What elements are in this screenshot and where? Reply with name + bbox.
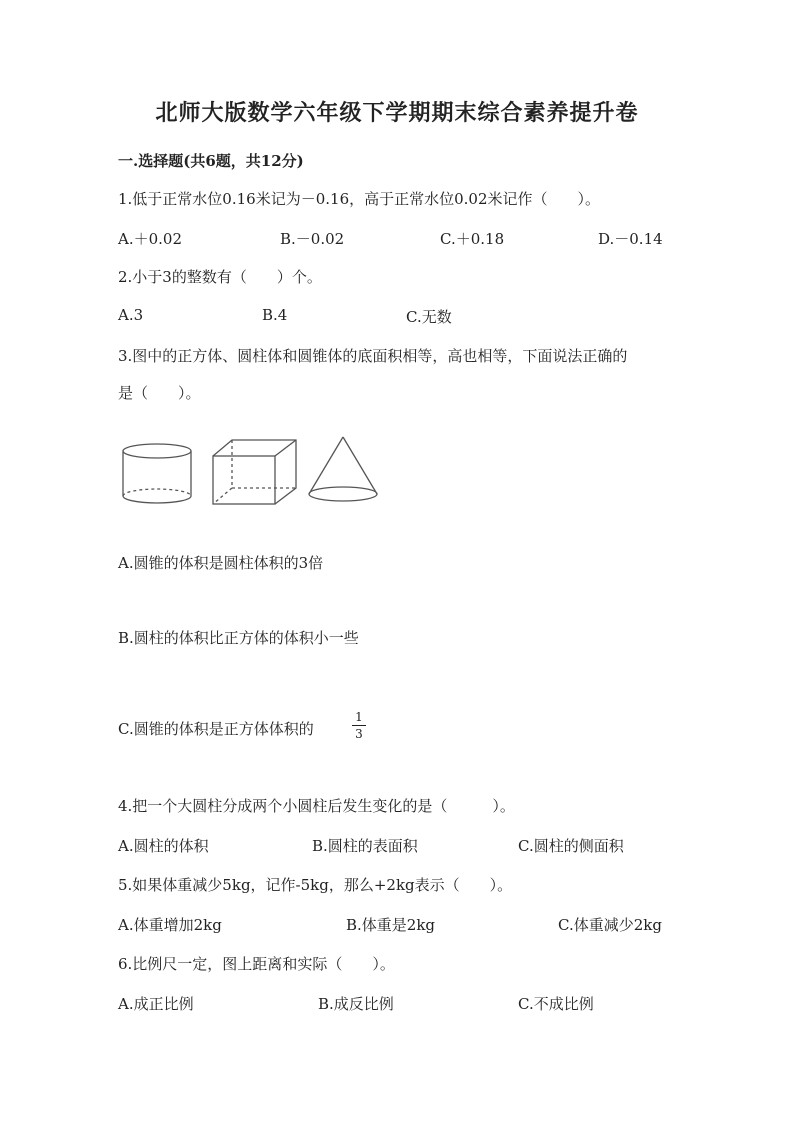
question-3-line1: 3.图中的正方体、圆柱体和圆锥体的底面积相等，高也相等，下面说法正确的 (118, 347, 628, 365)
q1-option-a: A.＋0.02 (118, 230, 182, 248)
question-5: 5.如果体重减少5kg，记作-5kg，那么+2kg表示（ ）。 (118, 876, 513, 894)
page-title: 北师大版数学六年级下学期期末综合素养提升卷 (155, 100, 639, 126)
question-4: 4.把一个大圆柱分成两个小圆柱后发生变化的是（ ）。 (118, 797, 515, 815)
q1-option-c: C.＋0.18 (440, 230, 505, 248)
q3-option-b: B.圆柱的体积比正方体的体积小一些 (118, 629, 359, 647)
q5-option-b: B.体重是2kg (346, 916, 436, 934)
q6-option-a: A.成正比例 (118, 995, 194, 1013)
solids-figure (118, 432, 388, 512)
fraction-one-third (352, 710, 366, 741)
q6-option-b: B.成反比例 (318, 995, 394, 1013)
q4-option-c: C.圆柱的侧面积 (518, 837, 624, 855)
q2-option-b: B.4 (262, 306, 288, 324)
q3-option-a: A.圆锥的体积是圆柱体积的3倍 (118, 554, 324, 572)
q5-option-c: C.体重减少2kg (558, 916, 662, 934)
q1-option-d: D.－0.14 (598, 230, 663, 248)
q3-option-c: C.圆锥的体积是正方体体积的 (118, 720, 314, 738)
fraction-numerator: 1 (355, 710, 363, 724)
question-1: 1.低于正常水位0.16米记为－0.16，高于正常水位0.02米记作（ ）。 (118, 190, 601, 208)
question-6: 6.比例尺一定，图上距离和实际（ ）。 (118, 955, 395, 973)
section-heading: 一.选择题(共6题，共12分) (118, 152, 304, 170)
fraction-bar (352, 725, 366, 726)
question-3-line2: 是（ ）。 (118, 384, 201, 402)
fraction-denominator: 3 (355, 727, 363, 741)
cylinder-shape (123, 444, 191, 503)
q4-option-b: B.圆柱的表面积 (312, 837, 418, 855)
cube-shape (213, 440, 296, 504)
q6-option-c: C.不成比例 (518, 995, 594, 1013)
q2-option-a: A.3 (118, 306, 144, 324)
cone-shape (309, 437, 377, 501)
q2-option-c: C.无数 (406, 308, 452, 326)
q1-option-b: B.－0.02 (280, 230, 345, 248)
q4-option-a: A.圆柱的体积 (118, 837, 209, 855)
question-2: 2.小于3的整数有（ ）个。 (118, 268, 322, 286)
q5-option-a: A.体重增加2kg (118, 916, 222, 934)
